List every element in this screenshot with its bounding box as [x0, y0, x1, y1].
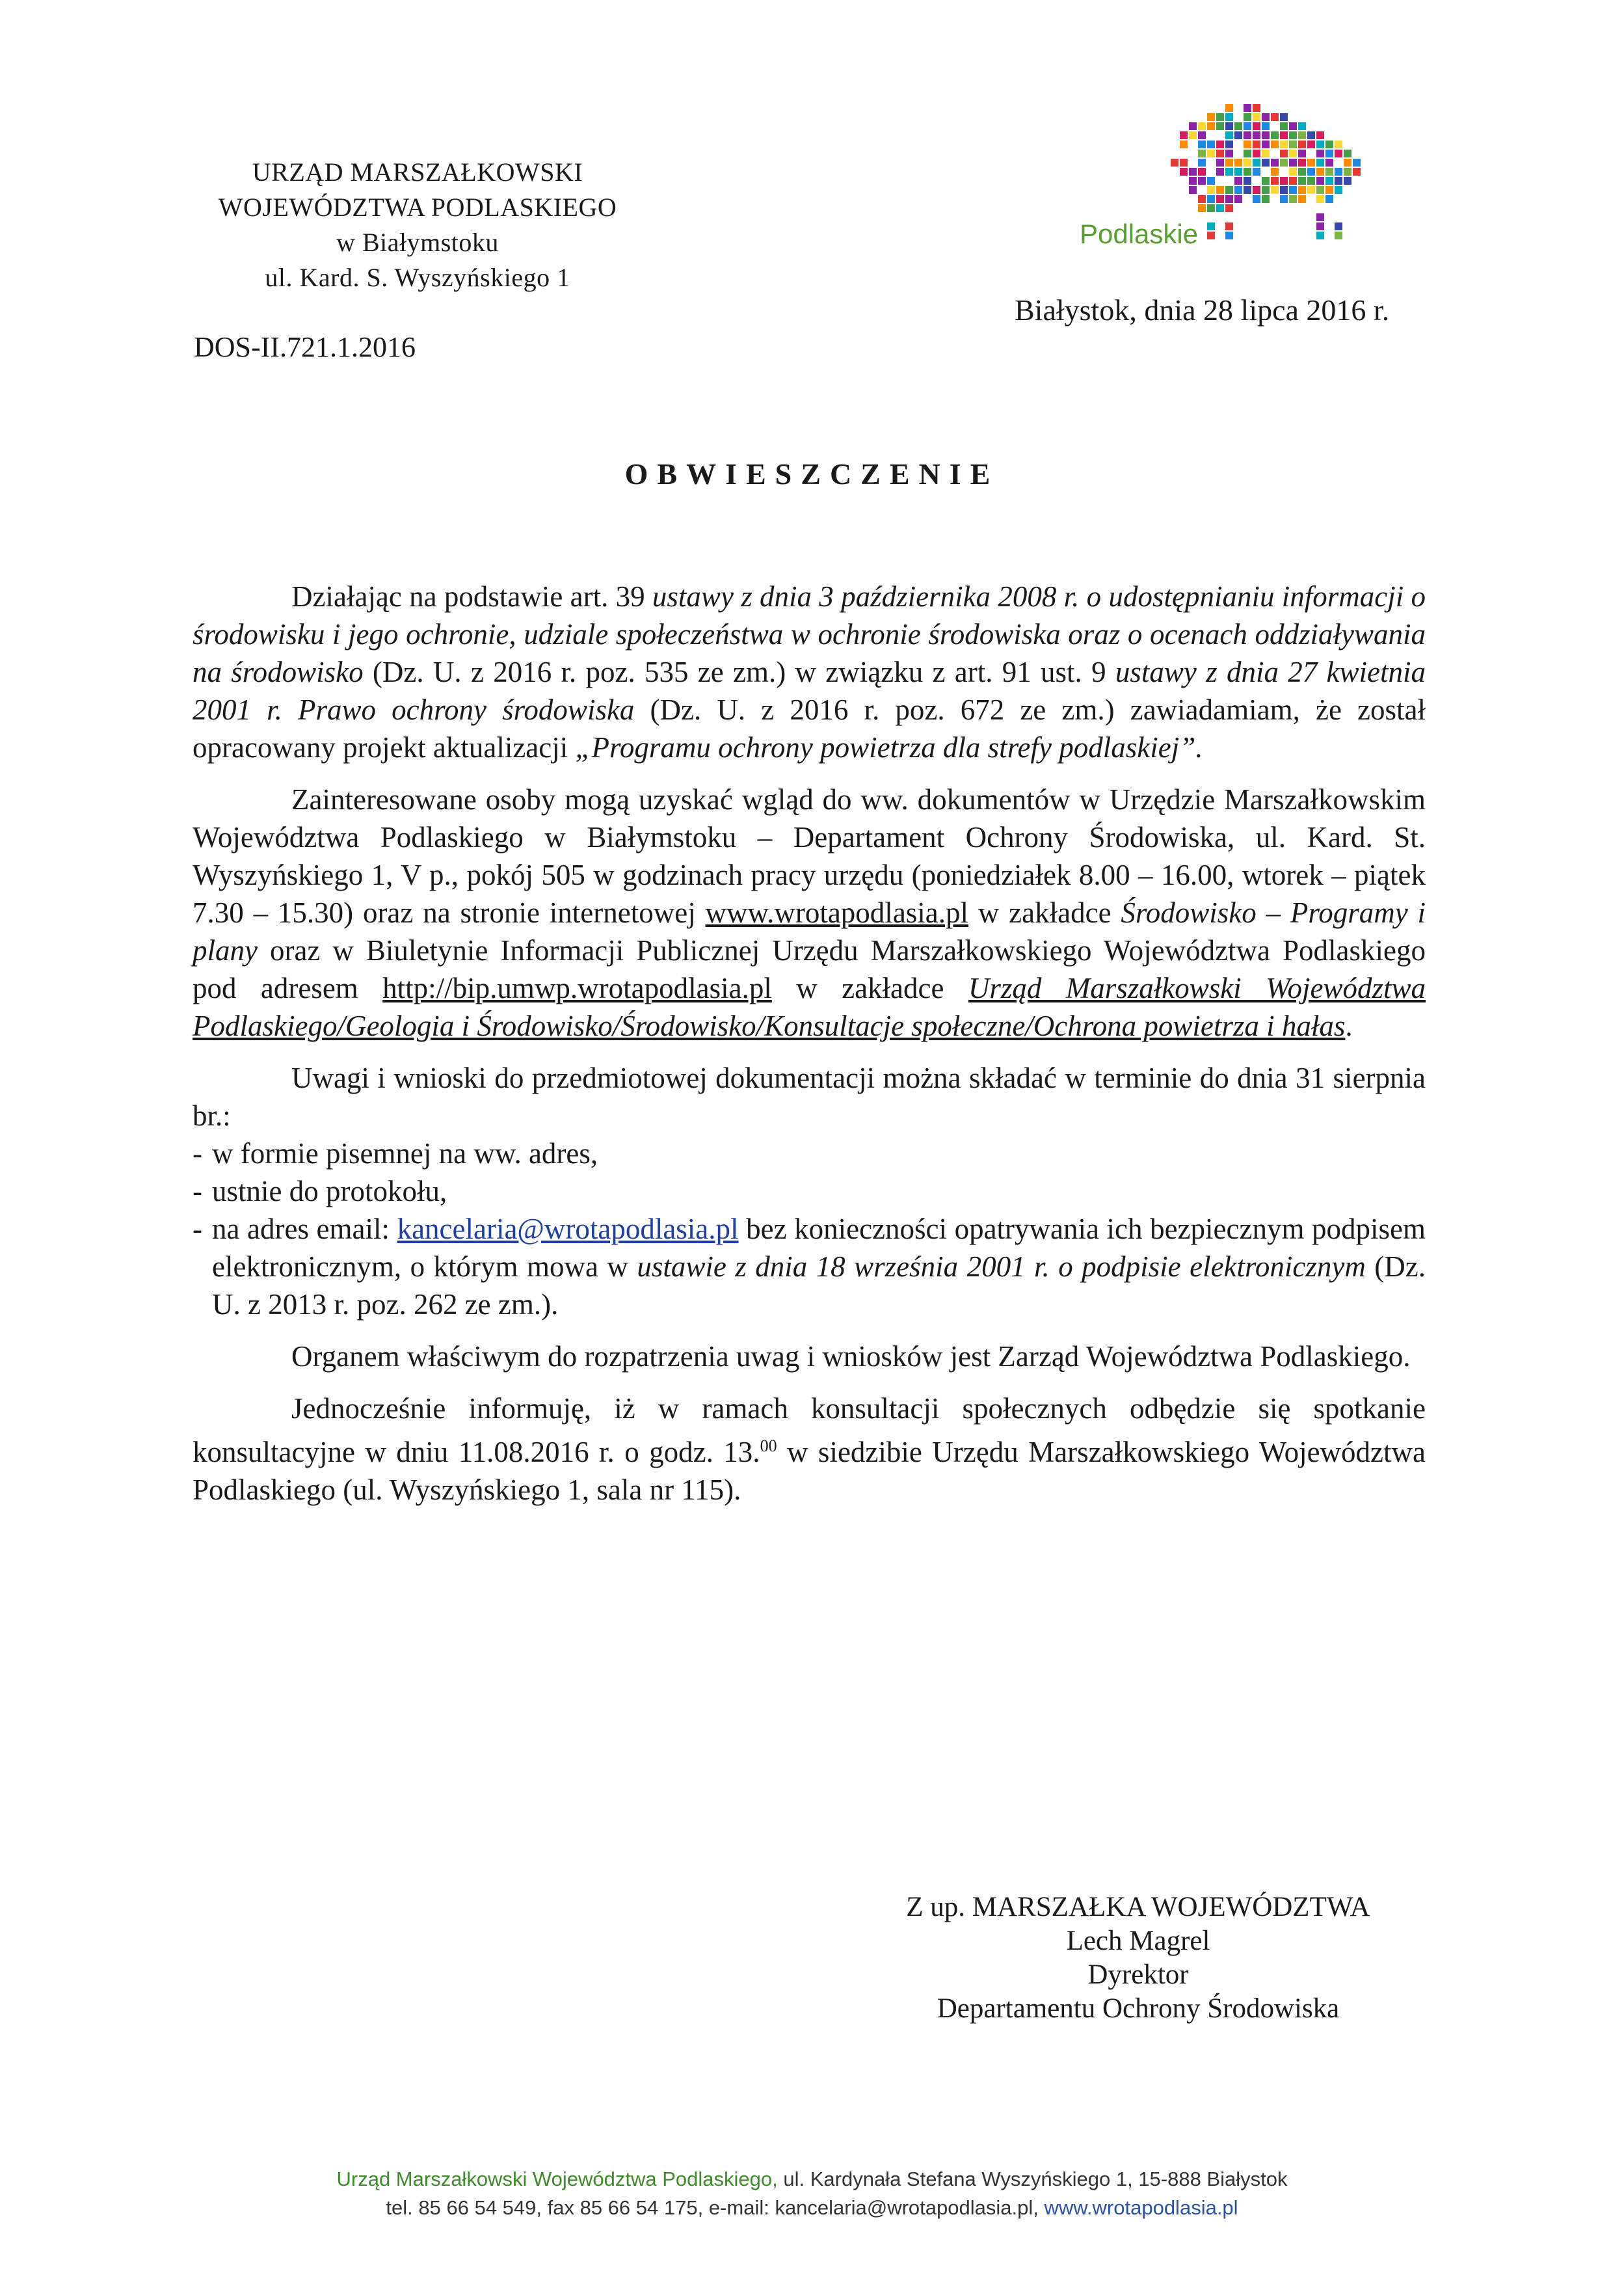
page-footer — [0, 2165, 1624, 2222]
logo-tile — [1325, 177, 1333, 185]
logo-text: Podlaskie — [1080, 219, 1199, 249]
logo-tile — [1198, 177, 1206, 185]
sender-line: WOJEWÓDZTWA PODLASKIEGO — [218, 193, 617, 222]
text: w zakładce — [771, 972, 968, 1004]
logo-tile — [1298, 177, 1306, 185]
logo-tile — [1198, 122, 1206, 130]
logo-tile — [1298, 131, 1306, 139]
logo-tile — [1289, 159, 1297, 167]
logo-tile — [1180, 159, 1188, 167]
paragraph-legal-basis — [193, 578, 1426, 766]
logo-tile — [1344, 177, 1351, 185]
logo-tile — [1298, 195, 1306, 203]
logo-tile — [1280, 122, 1288, 130]
logo-tile — [1307, 159, 1315, 167]
comment-methods-list — [193, 1135, 1426, 1323]
logo-tile — [1180, 141, 1188, 148]
logo-tile — [1216, 141, 1224, 148]
logo-tile — [1335, 150, 1342, 157]
signature-block — [845, 1890, 1431, 2026]
logo-tile — [1289, 168, 1297, 176]
logo-tile — [1280, 113, 1288, 121]
logo-tile — [1207, 232, 1215, 239]
logo-tile — [1198, 204, 1206, 212]
logo-tile — [1244, 141, 1251, 148]
logo-tile — [1225, 159, 1233, 167]
list-item: - na adres email: kancelaria@wrotapodlasia.pl bez konieczności opatrywania ich bezpiecznym podpisem elektronicznym, o którym mowa w ustawie z dnia 18 września 2001 r. o podpisie elektronicznym (Dz. U. z 2013 r. poz. 262 ze zm.). — [193, 1210, 1426, 1323]
logo-tile — [1262, 159, 1270, 167]
logo-tile — [1325, 141, 1333, 148]
tab-name: Środowisko – Programy i plany — [193, 896, 1426, 967]
logo-tile — [1234, 122, 1242, 130]
bip-path-link[interactable]: Urząd Marszałkowski Województwa Podlaskiego/Geologia i Środowisko/Środowisko/Konsultacje społeczne/Ochrona powietrza i hałas — [193, 972, 1426, 1042]
logo-tile — [1225, 168, 1233, 176]
logo-tile — [1289, 186, 1297, 194]
logo-tile — [1216, 204, 1224, 212]
logo-tile — [1280, 141, 1288, 148]
logo-tile — [1244, 104, 1251, 112]
logo-tile — [1253, 150, 1260, 157]
list-item-text — [212, 1210, 1426, 1323]
logo-tile — [1325, 195, 1333, 203]
logo-tile — [1198, 131, 1206, 139]
logo-tile — [1325, 168, 1333, 176]
footer-address: ul. Kardynała Stefana Wyszyńskiego 1, 15-888 Białystok — [777, 2168, 1288, 2190]
logo-tile — [1298, 168, 1306, 176]
logo-tile — [1298, 122, 1306, 130]
signature-position: Dyrektor — [1087, 1959, 1189, 1990]
logo-tile — [1316, 131, 1324, 139]
logo-tile — [1271, 159, 1279, 167]
logo-tile — [1335, 141, 1342, 148]
text: Zainteresowane osoby mogą uzyskać wgląd do ww. dokumentów w Urzędzie Marszałkowskim Województwa Podlaskiego w Białymstoku – Departament Ochrony Środowiska, ul. Kard. St. Wyszyńskiego 1, V p., pokój 505 w godzinach pracy urzędu (poniedziałek 8.00 – 16.00, wtorek – piątek 7.30 – 15.30) oraz na stronie internetowej — [193, 783, 1426, 929]
logo-tile — [1216, 186, 1224, 194]
logo-tile — [1316, 150, 1324, 157]
logo-tile — [1289, 195, 1297, 203]
logo-tile — [1262, 122, 1270, 130]
logo-tile — [1225, 195, 1233, 203]
signature-line: Z up. MARSZAŁKA WOJEWÓDZTWA — [906, 1892, 1370, 1922]
logo-tile — [1253, 122, 1260, 130]
logo-tile — [1207, 204, 1215, 212]
time-superscript: 00 — [760, 1436, 777, 1455]
logo-tile — [1271, 141, 1279, 148]
logo-tile — [1298, 159, 1306, 167]
logo-tile — [1253, 186, 1260, 194]
logo-tile — [1180, 131, 1188, 139]
paragraph-authority: Organem właściwym do rozpatrzenia uwag i wniosków jest Zarząd Województwa Podlaskiego. — [291, 1340, 1411, 1373]
podlaskie-logo — [1080, 98, 1392, 254]
signature-name: Lech Magrel — [1066, 1926, 1210, 1956]
logo-tile — [1316, 213, 1324, 221]
footer-line-2 — [0, 2194, 1624, 2222]
logo-tile — [1262, 150, 1270, 157]
logo-tile — [1262, 131, 1270, 139]
document-body — [193, 578, 1426, 1523]
logo-tile — [1344, 168, 1351, 176]
logo-tile — [1307, 168, 1315, 176]
logo-tile — [1344, 159, 1351, 167]
logo-tile — [1225, 113, 1233, 121]
text: Działając na podstawie art. 39 — [291, 580, 652, 613]
footer-org: Urząd Marszałkowski Województwa Podlaskiego, — [336, 2168, 778, 2190]
logo-tile — [1189, 177, 1197, 185]
logo-tile — [1216, 195, 1224, 203]
paragraph-comments-intro: Uwagi i wnioski do przedmiotowej dokumentacji można składać w terminie do dnia 31 sierpnia br.: — [193, 1062, 1426, 1132]
logo-tile — [1298, 141, 1306, 148]
text: (Dz. U. z 2016 r. poz. 672 ze zm.) zawiadamiam, że został opracowany projekt aktualizacji — [193, 693, 1426, 764]
logo-tile — [1344, 150, 1351, 157]
logo-tile — [1216, 168, 1224, 176]
logo-tile — [1262, 177, 1270, 185]
logo-tile — [1253, 131, 1260, 139]
logo-tile — [1253, 168, 1260, 176]
footer-website-link[interactable]: www.wrotapodlasia.pl — [1044, 2196, 1238, 2219]
logo-tile — [1316, 141, 1324, 148]
logo-tile — [1198, 159, 1206, 167]
logo-tile — [1353, 159, 1361, 167]
logo-tile — [1335, 232, 1342, 239]
logo-tile — [1244, 122, 1251, 130]
logo-tile — [1189, 122, 1197, 130]
logo-tile — [1198, 150, 1206, 157]
logo-tile — [1244, 168, 1251, 176]
logo-tile — [1225, 150, 1233, 157]
logo-tile — [1244, 131, 1251, 139]
logo-tile — [1225, 104, 1233, 112]
logo-tile — [1225, 232, 1233, 239]
logo-tile — [1271, 168, 1279, 176]
logo-tile — [1316, 186, 1324, 194]
logo-tile — [1307, 141, 1315, 148]
list-item: - ustnie do protokołu, — [193, 1172, 1426, 1210]
logo-tile — [1280, 159, 1288, 167]
logo-tile — [1253, 159, 1260, 167]
logo-tile — [1253, 113, 1260, 121]
place-date: Białystok, dnia 28 lipca 2016 r. — [1015, 293, 1390, 327]
logo-tile — [1244, 177, 1251, 185]
logo-tile — [1316, 222, 1324, 230]
logo-tile — [1198, 141, 1206, 148]
logo-tile — [1180, 168, 1188, 176]
logo-tile — [1234, 195, 1242, 203]
signature-department: Departamentu Ochrony Środowiska — [937, 1993, 1340, 2024]
logo-tile — [1234, 177, 1242, 185]
logo-tile — [1234, 131, 1242, 139]
logo-tile — [1280, 150, 1288, 157]
logo-tile — [1289, 122, 1297, 130]
logo-tile — [1307, 177, 1315, 185]
sender-line: w Białymstoku — [336, 228, 499, 257]
logo-tile — [1207, 186, 1215, 194]
logo-tile — [1207, 141, 1215, 148]
logo-tile — [1207, 177, 1215, 185]
law-citation: ustawy z dnia 3 października 2008 r. o udostępnianiu informacji o środowisku i jego ochronie, udziale społeczeństwa w ochronie środowiska oraz o ocenach oddziaływania na środowisko — [193, 580, 1426, 688]
logo-tile — [1289, 141, 1297, 148]
law-citation: ustawy z dnia 27 kwietnia 2001 r. Prawo ochrony środowiska — [193, 656, 1426, 726]
logo-tile — [1271, 113, 1279, 121]
logo-tile — [1316, 195, 1324, 203]
logo-tile — [1298, 186, 1306, 194]
program-title: „Programu ochrony powietrza dla strefy podlaskiej”. — [575, 731, 1203, 764]
text: (Dz. U. z 2013 r. poz. 262 ze zm.). — [212, 1250, 1426, 1321]
sender-line: URZĄD MARSZAŁKOWSKI — [252, 157, 583, 187]
logo-tile — [1244, 150, 1251, 157]
logo-tile — [1216, 113, 1224, 121]
logo-tile — [1189, 168, 1197, 176]
bip-link[interactable]: http://bip.umwp.wrotapodlasia.pl — [382, 972, 772, 1004]
logo-tile — [1316, 168, 1324, 176]
logo-tile — [1280, 186, 1288, 194]
logo-tile — [1335, 186, 1342, 194]
logo-tile — [1316, 232, 1324, 239]
logo-tile — [1189, 131, 1197, 139]
document-title: OBWIESZCZENIE — [624, 457, 1000, 491]
logo-tile — [1207, 150, 1215, 157]
list-item-text: ustnie do protokołu, — [212, 1175, 447, 1207]
logo-tile — [1325, 186, 1333, 194]
logo-tile — [1280, 131, 1288, 139]
logo-tile — [1216, 159, 1224, 167]
logo-tile — [1244, 113, 1251, 121]
logo-tile — [1280, 177, 1288, 185]
logo-tile — [1335, 222, 1342, 230]
logo-tile — [1335, 168, 1342, 176]
logo-tile — [1307, 186, 1315, 194]
text: na adres email: — [212, 1213, 397, 1245]
logo-tile — [1353, 168, 1361, 176]
logo-tile — [1307, 131, 1315, 139]
logo-tile — [1253, 104, 1260, 112]
logo-tile — [1262, 195, 1270, 203]
list-item: - w formie pisemnej na ww. adres, — [193, 1135, 1426, 1172]
logo-tile — [1325, 159, 1333, 167]
logo-tile — [1216, 150, 1224, 157]
website-link[interactable]: www.wrotapodlasia.pl — [705, 896, 969, 929]
logo-tile — [1316, 159, 1324, 167]
text: w zakładce — [968, 896, 1121, 929]
paragraph-meeting — [193, 1390, 1426, 1509]
reference-number: DOS-II.721.1.2016 — [194, 331, 416, 363]
law-citation: ustawie z dnia 18 września 2001 r. o podpisie elektronicznym — [637, 1250, 1366, 1283]
logo-tile — [1244, 159, 1251, 167]
logo-tile — [1289, 131, 1297, 139]
sender-block — [170, 155, 665, 295]
logo-tile — [1207, 113, 1215, 121]
logo-tile — [1262, 186, 1270, 194]
logo-tile — [1244, 186, 1251, 194]
logo-tile — [1253, 195, 1260, 203]
logo-tile — [1289, 177, 1297, 185]
logo-tile — [1271, 186, 1279, 194]
logo-tile — [1189, 186, 1197, 194]
logo-tile — [1289, 150, 1297, 157]
logo-tile — [1234, 159, 1242, 167]
logo-tile — [1335, 177, 1342, 185]
footer-contact: tel. 85 66 54 549, fax 85 66 54 175, e-mail: kancelaria@wrotapodlasia.pl, — [386, 2196, 1045, 2219]
logo-tile — [1216, 122, 1224, 130]
logo-tile — [1207, 122, 1215, 130]
text: Jednocześnie informuję, iż w ramach konsultacji społecznych odbędzie się spotkanie konsultacyjne w dniu 11.08.2016 r. o godz. 13. — [193, 1392, 1426, 1468]
text: . — [1345, 1010, 1353, 1042]
logo-tile — [1207, 222, 1215, 230]
logo-tile — [1325, 150, 1333, 157]
logo-tile — [1234, 168, 1242, 176]
paragraph-access — [193, 781, 1426, 1045]
logo-tile — [1262, 141, 1270, 148]
logo-tile — [1262, 113, 1270, 121]
bison-logo-icon — [1145, 98, 1392, 254]
logo-tile — [1225, 122, 1233, 130]
logo-tile — [1234, 186, 1242, 194]
text: oraz w Biuletynie Informacji Publicznej Urzędu Marszałkowskiego Województwa Podlaskiego pod adresem — [193, 934, 1426, 1004]
logo-tile — [1171, 159, 1178, 167]
logo-tile — [1207, 195, 1215, 203]
logo-tile — [1280, 195, 1288, 203]
text: bez konieczności opatrywania ich bezpiecznym podpisem elektronicznym, o którym mowa w — [212, 1213, 1426, 1283]
logo-tile — [1225, 141, 1233, 148]
logo-tile — [1271, 177, 1279, 185]
sender-line: ul. Kard. S. Wyszyńskiego 1 — [265, 263, 570, 292]
text: (Dz. U. z 2016 r. poz. 535 ze zm.) w związku z art. 91 ust. 9 — [363, 656, 1115, 688]
logo-tile — [1225, 204, 1233, 212]
text: w siedzibie Urzędu Marszałkowskiego Województwa Podlaskiego (ul. Wyszyńskiego 1, sala nr 115). — [193, 1436, 1426, 1506]
logo-tile — [1225, 131, 1233, 139]
logo-tile — [1298, 150, 1306, 157]
logo-tile — [1253, 141, 1260, 148]
logo-tile — [1225, 186, 1233, 194]
list-item-text: w formie pisemnej na ww. adres, — [212, 1137, 598, 1170]
logo-tile — [1198, 195, 1206, 203]
footer-line-1 — [0, 2165, 1624, 2194]
logo-tile — [1271, 131, 1279, 139]
logo-tile — [1316, 177, 1324, 185]
logo-tile — [1225, 222, 1233, 230]
logo-tile — [1198, 168, 1206, 176]
email-link[interactable]: kancelaria@wrotapodlasia.pl — [397, 1213, 739, 1245]
